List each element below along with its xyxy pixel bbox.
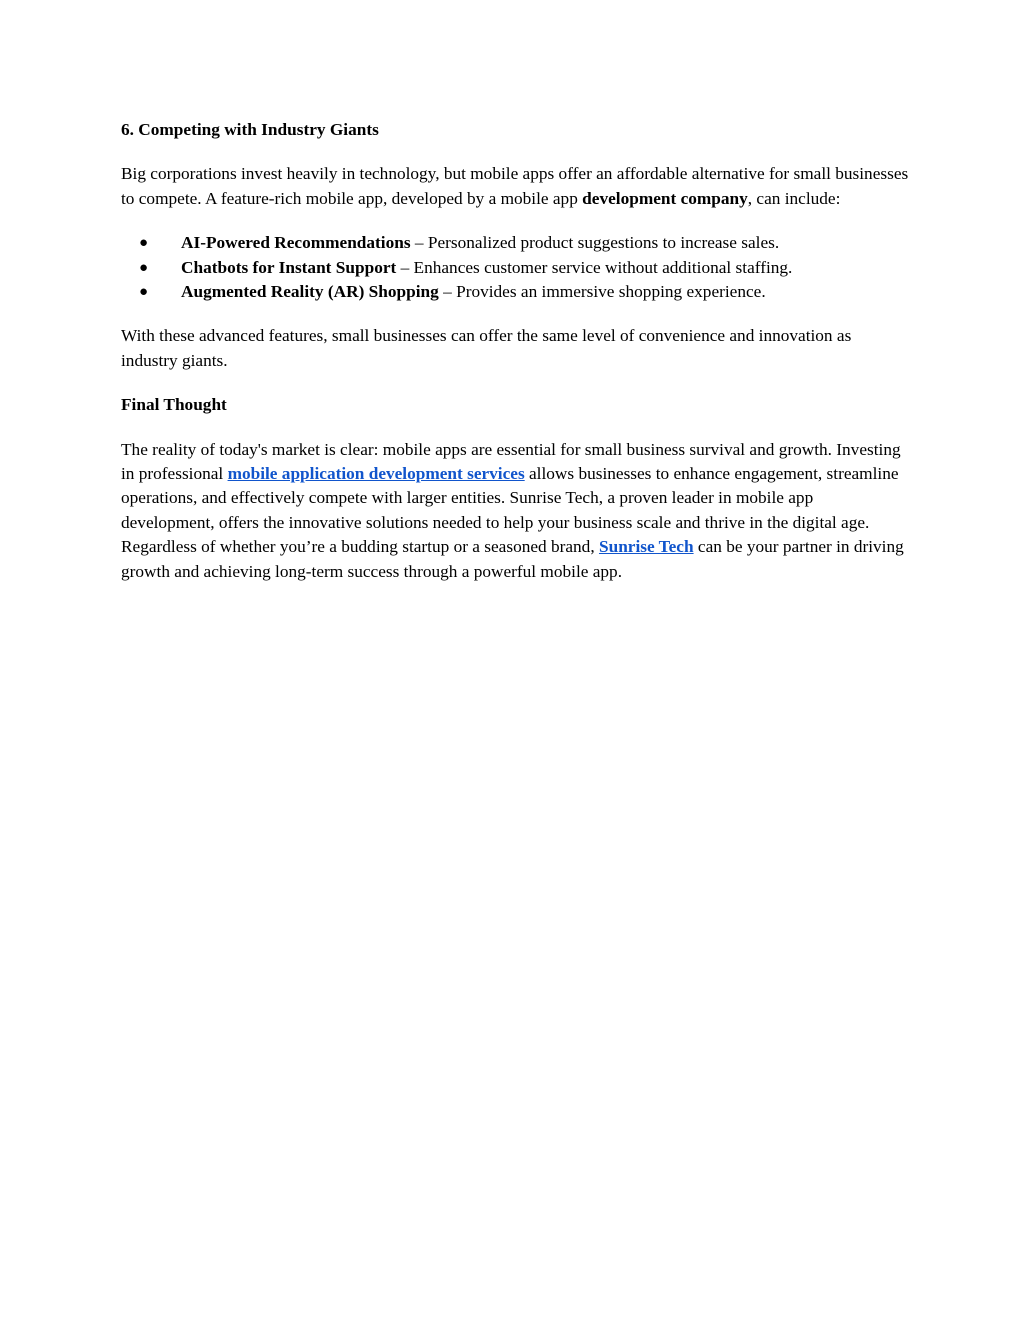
- list-item-text: – Enhances customer service without additional staffing.: [396, 257, 793, 277]
- list-item-text: – Provides an immersive shopping experience.: [438, 282, 766, 302]
- list-item: [121, 231, 911, 255]
- bullet-icon: ●: [139, 235, 149, 252]
- document-page: [121, 118, 911, 604]
- mobile-app-services-link[interactable]: mobile application development services: [227, 464, 525, 484]
- list-item-title: Augmented Reality (AR) Shopping: [181, 282, 439, 302]
- list-item: [121, 256, 911, 280]
- list-item-title: AI-Powered Recommendations: [181, 233, 411, 253]
- final-text-part1: The reality of today's market is clear: mobile apps are essential for small business survival and growth. Investing in professional: [121, 439, 901, 484]
- final-paragraph: [121, 438, 911, 584]
- sunrise-tech-link[interactable]: Sunrise Tech: [598, 537, 694, 557]
- bullet-icon: ●: [139, 259, 149, 276]
- list-item: [121, 280, 911, 304]
- feature-list: [121, 231, 911, 304]
- intro-text-part1: Big corporations invest heavily in technology, but mobile apps offer an affordable alternative for small businesses to compete. A feature-rich mobile app, developed by a mobile app: [121, 164, 909, 208]
- intro-bold-term: development company: [582, 188, 748, 208]
- section-heading-competing: 6. Competing with Industry Giants: [121, 120, 379, 139]
- bullet-icon: ●: [139, 284, 149, 301]
- section-heading-final-thought: Final Thought: [121, 395, 227, 415]
- final-text-part3: can be your partner in driving growth and achieving long-term success through a powerful mobile app.: [121, 537, 904, 581]
- closing-paragraph: With these advanced features, small businesses can offer the same level of convenience and innovation as industry giants.: [121, 326, 852, 370]
- list-item-title: Chatbots for Instant Support: [181, 257, 397, 277]
- list-item-text: – Personalized product suggestions to increase sales.: [410, 233, 780, 253]
- intro-paragraph: [121, 162, 911, 211]
- intro-text-part2: , can include:: [747, 188, 841, 208]
- final-text-part2: allows businesses to enhance engagement, streamline operations, and effectively compete with larger entities. Sunrise Tech, a proven leader in mobile app development, offers the innovative solutions needed to help your business scale and thrive in the digital age. Regardless of whether you’re a budding startup or a seasoned brand,: [121, 464, 899, 557]
